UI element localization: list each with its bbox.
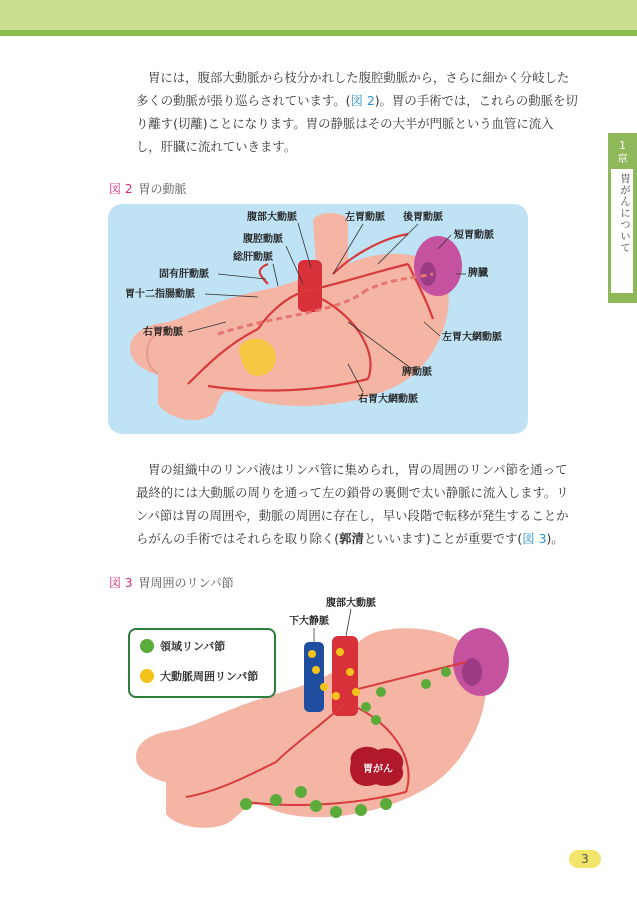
figure-3-reference[interactable]: 図 3 — [522, 531, 547, 546]
legend-item-regional: 領域リンパ節 — [140, 638, 225, 654]
spleen-shape-fig3 — [453, 628, 509, 696]
page-number: 3 — [569, 850, 601, 868]
label-gastroduodenal: 胃十二指腸動脈 — [125, 289, 195, 300]
label-proper-hepatic: 固有肝動脈 — [159, 269, 209, 280]
figure-3-number: 図 3 — [109, 576, 133, 590]
figure-3-title: 胃周囲のリンパ節 — [138, 576, 234, 590]
spleen-shape — [414, 236, 462, 296]
label-celiac-artery: 腹腔動脈 — [243, 234, 283, 245]
label-short-gastric: 短胃動脈 — [454, 230, 494, 241]
green-dot-icon — [140, 639, 154, 653]
yellow-dot-icon — [140, 669, 154, 683]
legend-item-paraaortic: 大動脈周囲リンパ節 — [140, 668, 258, 684]
label-spleen: 脾臓 — [468, 268, 488, 279]
label-common-hepatic: 総肝動脈 — [233, 252, 273, 263]
lymph-paragraph: 胃の組織中のリンパ液はリンパ管に集められ，胃の周囲のリンパ節を通って最終的には大動脈の周りを通って左の鎖骨の裏側で太い静脈に流入します。リンパ節は胃の周囲や，動脈の周囲に存在し，早い段階で転移が発生することからがんの手術ではそれらを取り除く(郭清といいます)ことが重要です(図 3)。 — [136, 462, 569, 546]
label-splenic: 脾動脈 — [402, 367, 432, 378]
label-posterior-gastric: 後胃動脈 — [403, 212, 443, 223]
label-celiac-aorta: 腹部大動脈 — [247, 212, 297, 223]
chapter-number: 1 章 — [617, 139, 628, 165]
label-left-gastric: 左胃動脈 — [345, 212, 385, 223]
chapter-tab[interactable] — [608, 133, 637, 303]
stomach-arteries-diagram — [108, 204, 528, 434]
label-right-gastric: 右胃動脈 — [143, 327, 183, 338]
aorta-shape — [298, 260, 322, 312]
lymph-node-legend — [128, 628, 276, 698]
label-right-gastroepiploic: 右胃大網動脈 — [358, 394, 418, 405]
chapter-label: 胃がんについて — [611, 169, 633, 293]
label-aorta-fig3: 腹部大動脈 — [326, 598, 376, 609]
figure-2-title: 胃の動脈 — [138, 182, 187, 196]
figure-2-reference[interactable]: 図 2 — [350, 93, 375, 108]
label-left-gastroepiploic: 左胃大網動脈 — [442, 332, 502, 343]
label-cancer: 胃がん — [363, 764, 393, 775]
intro-paragraph: 胃には，腹部大動脈から枝分かれした腹腔動脈から，さらに細かく分岐した多くの動脈が張り巡らされています。(図 2)。胃の手術では，これらの動脈を切り離す(切離)ことになります。胃の静脈はその大半が門脈という血管に流入し，肝臓に流れていきます。 — [136, 70, 578, 154]
header-band — [0, 0, 637, 30]
header-line — [0, 30, 637, 36]
term-dissection: 郭清 — [339, 531, 364, 546]
figure-3-caption — [109, 574, 234, 591]
figure-2-caption — [109, 180, 186, 197]
label-ivc: 下大静脈 — [289, 616, 329, 627]
figure-2-number: 図 2 — [109, 182, 133, 196]
